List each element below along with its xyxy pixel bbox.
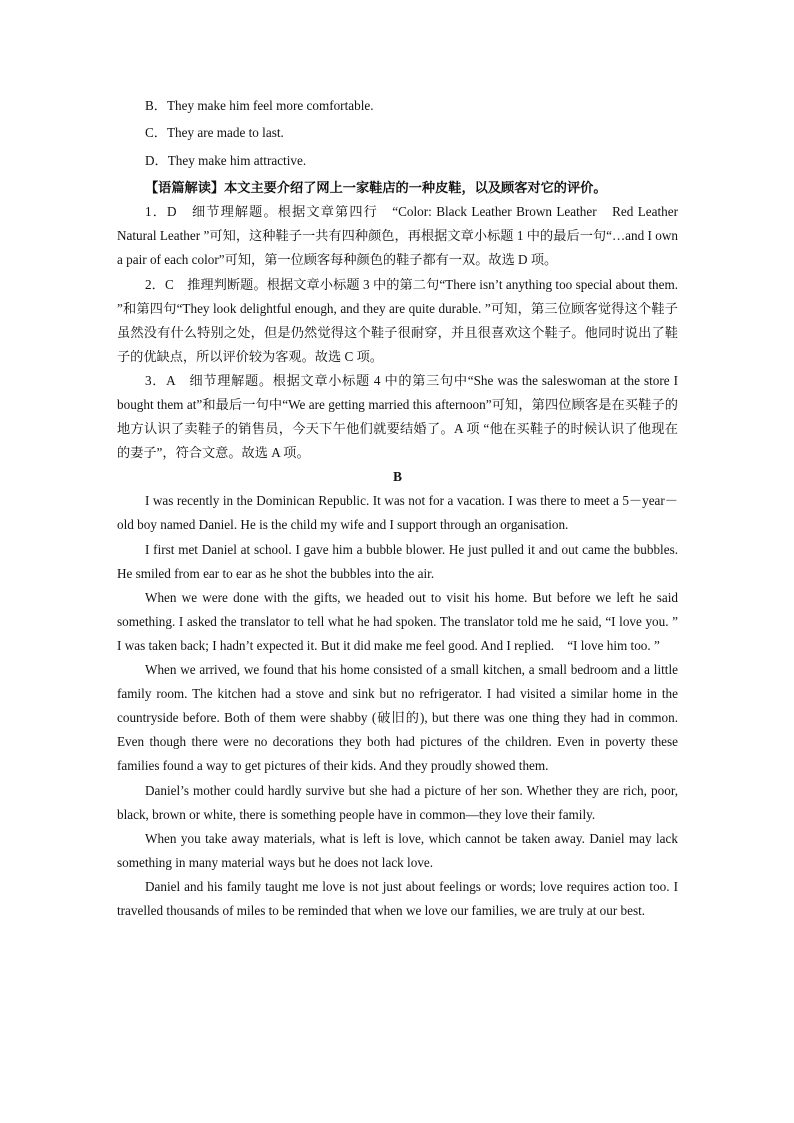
passage-paragraph: When we arrived, we found that his home consisted of a small kitchen, a small bedroom and a little family room. The kitchen had a stove and sink but no refrigerator. I had visited a similar home in the countryside before. Both of them were shabby (破旧的), but there was one thing they had in common. Even though there were no decorations they both had pictures of the children. Even in poverty these families found a way to get pictures of their kids. And they proudly showed them. xyxy=(117,662,678,774)
option-b: B．They make him feel more comfortable. xyxy=(145,98,374,113)
passage-paragraph: Daniel and his family taught me love is not just about feelings or words; love requires action too. I travelled thousands of miles to be reminded that when we love our families, we are truly at our best. xyxy=(117,878,678,918)
option-c: C．They are made to last. xyxy=(145,125,284,141)
page-content xyxy=(117,94,692,923)
answer-2: 2．C 推理判断题。根据文章小标题 3 中的第二句“There isn’t anything too special about them. ”和第四句“They look delightful enough, and they are quite durable. ”可知，第三位顾客觉得这个鞋子虽然没有什么特别之处，但是仍然觉得这个鞋子很耐穿，并且很喜欢这个鞋子。他同时说出了鞋子的优缺点，所以评价较为客观。故选 C 项。 xyxy=(117,276,678,364)
passage-paragraph: Daniel’s mother could hardly survive but she had a picture of her son. Whether they are rich, poor, black, brown or white, there is something people have in common—they love their family. xyxy=(117,782,678,822)
passage-paragraph: I first met Daniel at school. I gave him a bubble blower. He just pulled it and out came the bubbles. He smiled from ear to ear as he shot the bubbles into the air. xyxy=(117,541,678,581)
answer-3: 3．A 细节理解题。根据文章小标题 4 中的第三句中“She was the saleswoman at the store I bought them at”和最后一句中“We are getting married this afternoon”可知，第四位顾客是在买鞋子的地方认识了卖鞋子的销售员，今天下午他们就要结婚了。A 项 “他在买鞋子的时候认识了他现在的妻子”，符合文意。故选 A 项。 xyxy=(117,372,678,461)
section-b-title: B xyxy=(393,469,402,485)
answer-1: 1．D 细节理解题。根据文章第四行 “Color: Black Leather Brown Leather Red Leather Natural Leather ”可知，这种鞋子一共有四种颜色，再根据文章小标题 1 中的最后一句“…and I own a pair of each color”可知，第一位顾客每种颜色的鞋子都有一双。故选 D 项。 xyxy=(117,204,692,268)
analysis-heading: 【语篇解读】本文主要介绍了网上一家鞋店的一种皮鞋，以及顾客对它的评价。 xyxy=(145,180,607,196)
passage-paragraph: When we were done with the gifts, we headed out to visit his home. But before we left he said something. I asked the translator to tell what he had spoken. The translator told me he said, “I love you. ” I was taken back; I hadn’t expected it. But it did make me feel good. And I replied. “I love him too. ” xyxy=(117,589,678,653)
option-d: D．They make him attractive. xyxy=(145,152,307,168)
passage-paragraph: When you take away materials, what is left is love, which cannot be taken away. Daniel may lack something in many material ways but he does not lack love. xyxy=(117,830,678,870)
passage-paragraph: I was recently in the Dominican Republic. It was not for a vacation. I was there to meet a 5－year－old boy named Daniel. He is the child my wife and I support through an organisation. xyxy=(117,493,678,533)
